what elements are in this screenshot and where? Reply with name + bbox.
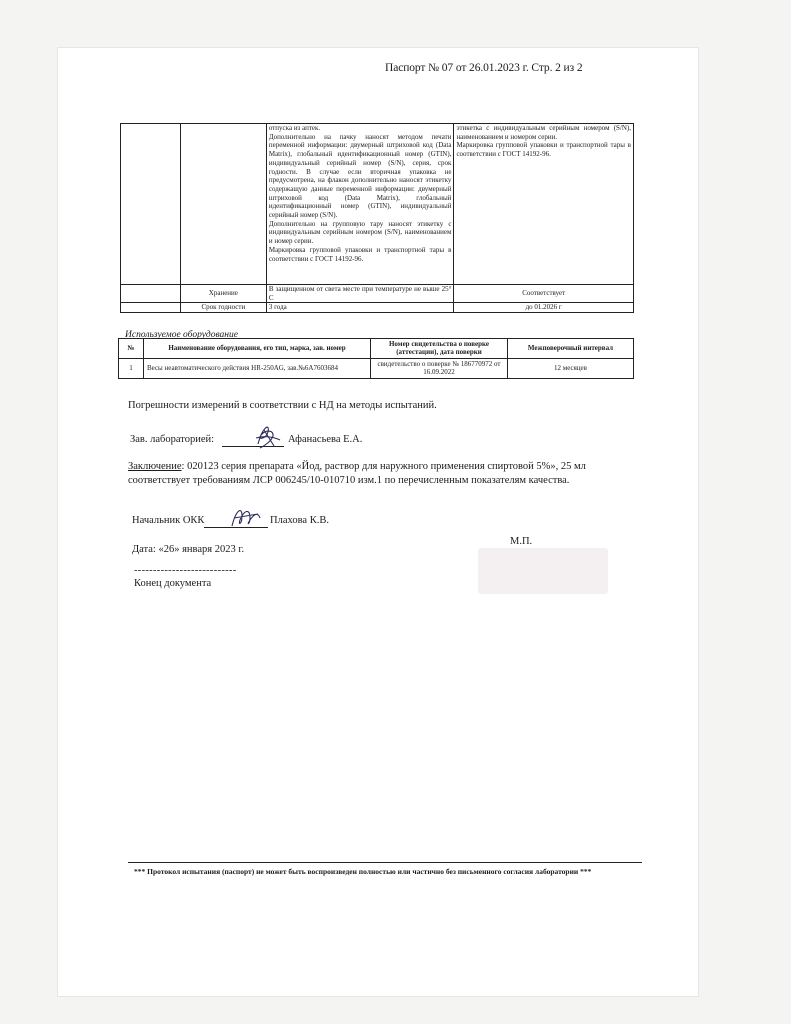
- document-date: Дата: «26» января 2023 г.: [132, 544, 245, 555]
- storage-requirement: В защищенном от света месте при температуре не выше 25° С: [266, 285, 454, 303]
- end-divider: ---------------------------: [134, 565, 237, 576]
- shelf-life-label: Срок годности: [180, 303, 266, 313]
- table-header-row: [119, 339, 634, 359]
- packaging-requirement: отпуска из аптек. Дополнительно на пачку наносят методом печати переменной информации: двумерный штриховой код (Data Matrix), глобальный идентификационный номер (GTIN), индивидуальный серийный номер (S/N), серия, срок годности. В случае если вторичная упаковка не предусмотрена, на флакон дополнительно наносят этикетку содержащую данные переменной информации: двумерный штриховой код (Data Matrix), глобальный идентификационный номер (GTIN), индивидуальный серийный номер (S/N). Дополнительно на групповую тару наносят этикетку с индивидуальным серийным номером (S/N), наименованием и номер серии. Маркировка групповой упаковки и транспортной тары в соответствии с ГОСТ 14192-96.: [266, 124, 454, 285]
- lab-head-signature: [250, 418, 284, 452]
- col-certificate: Номер свидетельства о поверке (аттестации), дата поверки: [371, 339, 508, 359]
- end-of-document: Конец документа: [134, 578, 212, 589]
- stamp-mark: [478, 548, 608, 594]
- equipment-name: Весы неавтоматического действия HR-250AG, зав.№6A7603684: [144, 358, 371, 378]
- col-equipment-name: Наименование оборудования, его тип, марка, зав. номер: [144, 339, 371, 359]
- equipment-certificate: свидетельство о поверке № 186770972 от 16.09.2022: [371, 358, 508, 378]
- equipment-interval: 12 месяцев: [508, 358, 634, 378]
- stamp-label: М.П.: [510, 536, 533, 547]
- footer-rule: [128, 862, 642, 863]
- storage-result: Соответствует: [454, 285, 634, 303]
- packaging-result: этикетка с индивидуальным серийным номером (S/N), наименованием и номером серии. Маркировка групповой упаковки и транспортной тары в соответствии с ГОСТ 14192-96.: [454, 124, 634, 285]
- shelf-life-result: до 01.2026 г: [454, 303, 634, 313]
- accuracy-statement: Погрешности измерений в соответствии с НД на методы испытаний.: [128, 400, 437, 411]
- table-row: [119, 358, 634, 378]
- table-row: [121, 303, 634, 313]
- okk-head-label: Начальник ОКК: [132, 515, 205, 526]
- conclusion-label: Заключение: [128, 461, 182, 472]
- equipment-number: 1: [119, 358, 144, 378]
- equipment-title: Используемое оборудование: [125, 330, 238, 340]
- footer-note: *** Протокол испытания (паспорт) не может быть воспроизведен полностью или частично без письменного согласия лаборатории ***: [134, 867, 592, 876]
- col-number: №: [119, 339, 144, 359]
- equipment-table: [118, 338, 634, 379]
- table-row: [121, 124, 634, 285]
- col-interval: Межповерочный интервал: [508, 339, 634, 359]
- spec-table: [120, 123, 634, 313]
- conclusion-text: : 020123 серия препарата «Йод, раствор для наружного применения спиртовой 5%», 25 мл соответствует требованиям ЛСР 006245/10-010710 изм.1 по перечисленным показателям качества.: [128, 461, 586, 486]
- page-header: Паспорт № 07 от 26.01.2023 г. Стр. 2 из 2: [385, 62, 583, 74]
- conclusion: [128, 460, 638, 488]
- lab-head-label: Зав. лабораторией:: [130, 434, 215, 445]
- okk-head-signature: [228, 502, 268, 532]
- table-row: [121, 285, 634, 303]
- lab-head-name: Афанасьева Е.А.: [288, 434, 363, 445]
- shelf-life-requirement: 3 года: [266, 303, 454, 313]
- storage-label: Хранение: [180, 285, 266, 303]
- okk-head-name: Плахова К.В.: [270, 515, 329, 526]
